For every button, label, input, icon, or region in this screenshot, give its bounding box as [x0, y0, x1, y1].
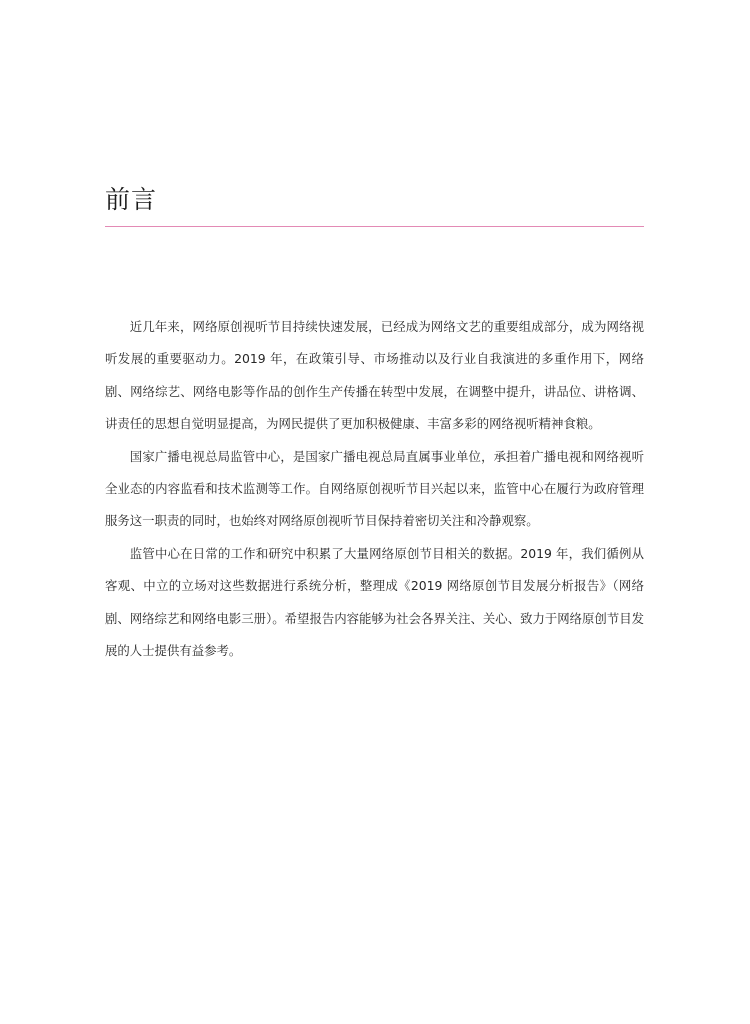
- page-title: 前言: [105, 185, 158, 214]
- paragraph-2: 国家广播电视总局监管中心，是国家广播电视总局直属事业单位，承担着广播电视和网络视听全业态的内容监看和技术监测等工作。自网络原创视听节目兴起以来，监管中心在履行为政府管理服务这一职责的同时，也始终对网络原创视听节目保持着密切关注和冷静观察。: [105, 448, 644, 529]
- paragraph-3: 监管中心在日常的工作和研究中积累了大量网络原创节目相关的数据。2019 年，我们循例从客观、中立的立场对这些数据进行系统分析，整理成《2019 网络原创节目发展分析报告》（网络剧、网络综艺和网络电影三册）。希望报告内容能够为社会各界关注、关心、致力于网络原创节目发展的人士提供有益参考。: [105, 545, 644, 659]
- preface-body: [105, 311, 644, 667]
- title-divider: [105, 226, 644, 227]
- paragraph-1: 近几年来，网络原创视听节目持续快速发展，已经成为网络文艺的重要组成部分，成为网络视听发展的重要驱动力。2019 年，在政策引导、市场推动以及行业自我演进的多重作用下，网络剧、网络综艺、网络电影等作品的创作生产传播在转型中发展，在调整中提升，讲品位、讲格调、讲责任的思想自觉明显提高，为网民提供了更加积极健康、丰富多彩的网络视听精神食粮。: [105, 319, 644, 432]
